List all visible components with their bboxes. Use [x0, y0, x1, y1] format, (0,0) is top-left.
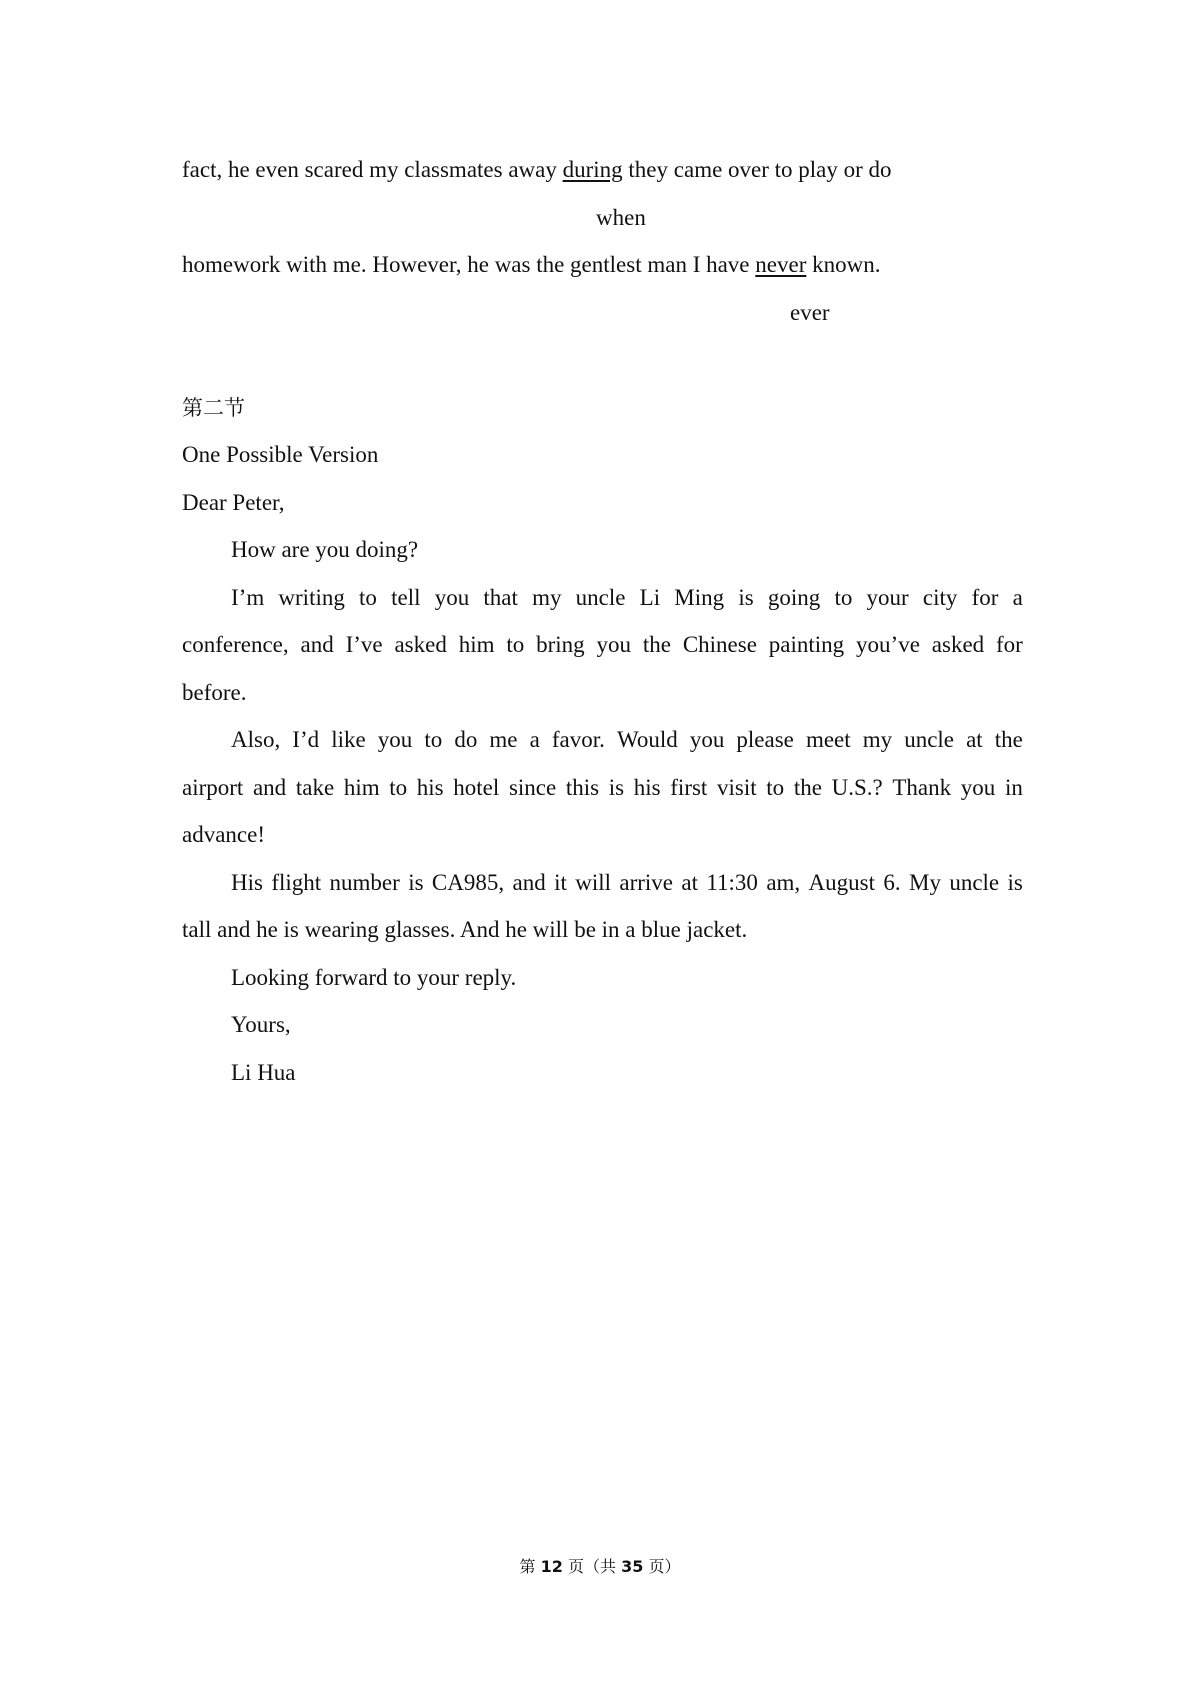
word: is	[1007, 870, 1023, 895]
word: please	[736, 727, 794, 752]
word: asked	[394, 632, 447, 657]
word: asked	[931, 632, 985, 657]
word: tell	[391, 585, 421, 610]
section-title: 第二节	[182, 396, 245, 420]
word: you	[377, 727, 413, 752]
word: to	[389, 775, 408, 800]
correction-fix-1: when	[596, 205, 646, 230]
word: you	[960, 775, 996, 800]
word: number	[329, 870, 400, 895]
word: since	[508, 775, 557, 800]
footer-prefix: 第	[519, 1557, 541, 1576]
correction-line-1	[182, 155, 892, 185]
word: Li	[639, 585, 661, 610]
word: you’ve	[856, 632, 920, 657]
version-label: One Possible Version	[182, 442, 379, 467]
letter-opening: How are you doing?	[231, 537, 419, 562]
word: a	[1012, 585, 1023, 610]
word: the	[642, 632, 671, 657]
word: my	[532, 585, 562, 610]
word: bring	[536, 632, 585, 657]
word: to	[834, 585, 853, 610]
word: the	[994, 727, 1023, 752]
word: to	[424, 727, 443, 752]
correction-line-2-after: known.	[806, 252, 881, 277]
word: that	[483, 585, 518, 610]
word: uncle	[575, 585, 626, 610]
word: you	[689, 727, 725, 752]
word: you	[596, 632, 631, 657]
word: for	[971, 585, 999, 610]
letter-signature: Li Hua	[231, 1060, 296, 1085]
word: August	[808, 870, 875, 895]
word: in	[1004, 775, 1023, 800]
word: like	[331, 727, 366, 752]
word: take	[295, 775, 335, 800]
word: Thank	[892, 775, 952, 800]
footer-page-number: 12	[540, 1557, 563, 1576]
correction-line-2	[182, 250, 880, 280]
para3-line2: tall and he is wearing glasses. And he will be in a blue jacket.	[182, 917, 748, 942]
word: first	[670, 775, 708, 800]
correction-line-1-after: they came over to play or do	[622, 157, 892, 182]
para1-line3: before.	[182, 680, 247, 705]
word: uncle	[904, 727, 954, 752]
word: him	[343, 775, 380, 800]
word: and	[300, 632, 334, 657]
word: visit	[716, 775, 757, 800]
word: is	[608, 775, 625, 800]
word: to	[766, 775, 785, 800]
word: at	[681, 870, 699, 895]
word: you	[434, 585, 470, 610]
word: uncle	[949, 870, 1000, 895]
footer-middle: 页（共	[562, 1557, 622, 1576]
word: I’d	[292, 727, 320, 752]
word: this	[565, 775, 600, 800]
footer-total-pages: 35	[621, 1557, 644, 1576]
word: do	[454, 727, 478, 752]
page-footer	[0, 1555, 1200, 1579]
para1-line1	[231, 583, 1023, 613]
word: the	[793, 775, 822, 800]
word: city	[922, 585, 958, 610]
word: his	[416, 775, 444, 800]
correction-line-1-before: fact, he even scared my classmates away	[182, 157, 563, 182]
word: hotel	[453, 775, 500, 800]
word: my	[862, 727, 893, 752]
word: flight	[271, 870, 322, 895]
correction-fix-2: ever	[790, 300, 830, 325]
footer-suffix: 页）	[643, 1557, 681, 1576]
word: Chinese	[682, 632, 757, 657]
word: My	[909, 870, 941, 895]
word: a	[529, 727, 540, 752]
word: His	[231, 870, 263, 895]
correction-error-word-2: never	[755, 252, 807, 277]
word: arrive	[619, 870, 674, 895]
word: airport	[182, 775, 244, 800]
letter-greeting: Dear Peter,	[182, 490, 285, 515]
word: 6.	[883, 870, 901, 895]
word: going	[767, 585, 821, 610]
word: meet	[805, 727, 851, 752]
word: favor.	[551, 727, 605, 752]
word: me	[489, 727, 518, 752]
word: 11:30	[706, 870, 758, 895]
word: Ming	[674, 585, 725, 610]
word: U.S.?	[831, 775, 883, 800]
word: writing	[278, 585, 345, 610]
para2-line1	[231, 725, 1023, 755]
word: it	[554, 870, 567, 895]
word: at	[966, 727, 983, 752]
word: I’m	[231, 585, 265, 610]
word: and	[252, 775, 287, 800]
word: is	[408, 870, 424, 895]
word: painting	[768, 632, 845, 657]
word: I’ve	[345, 632, 383, 657]
para2-line2	[182, 773, 1023, 803]
word: will	[575, 870, 612, 895]
word: am,	[766, 870, 801, 895]
para2-line3: advance!	[182, 822, 265, 847]
para1-line2	[182, 630, 1023, 660]
letter-closing: Looking forward to your reply.	[231, 965, 517, 990]
letter-signoff: Yours,	[231, 1012, 291, 1037]
word: your	[866, 585, 909, 610]
word: for	[996, 632, 1023, 657]
correction-line-2-before: homework with me. However, he was the gentlest man I have	[182, 252, 756, 277]
correction-error-word-1: during	[562, 157, 623, 182]
word: is	[738, 585, 754, 610]
word: Would	[616, 727, 678, 752]
word: his	[633, 775, 661, 800]
word: conference,	[182, 632, 289, 657]
word: and	[512, 870, 546, 895]
word: to	[359, 585, 377, 610]
word: CA985,	[431, 870, 505, 895]
word: him	[458, 632, 495, 657]
word: to	[506, 632, 525, 657]
word: Also,	[231, 727, 281, 752]
para3-line1	[231, 868, 1023, 898]
